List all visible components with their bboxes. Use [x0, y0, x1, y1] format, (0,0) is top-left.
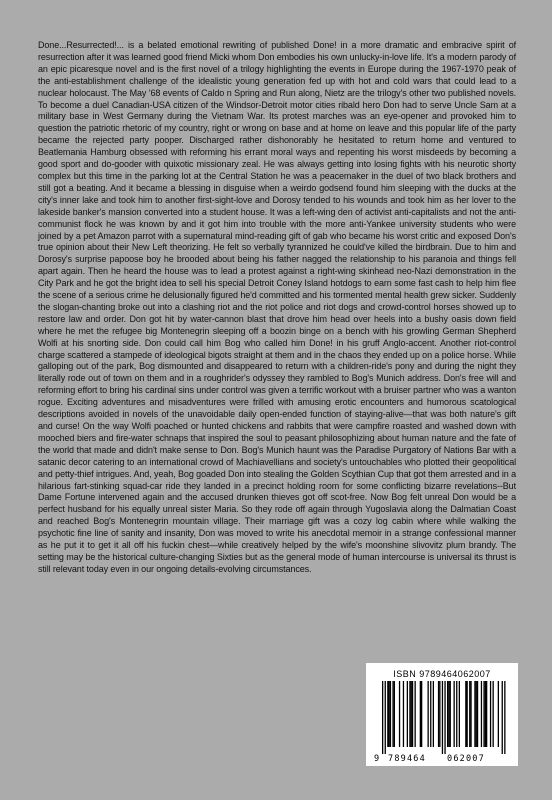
barcode-bar [483, 681, 484, 747]
barcode-bars [374, 681, 510, 754]
barcode-bar [420, 681, 421, 747]
barcode-bar [493, 681, 494, 747]
barcode-guard-bar [504, 681, 505, 754]
barcode-bar [392, 681, 393, 747]
barcode-bar [438, 681, 439, 747]
barcode-bar [428, 681, 429, 747]
barcode-bar [486, 681, 487, 747]
barcode-bar [389, 681, 390, 747]
barcode-bar [415, 681, 416, 747]
barcode-bar [470, 681, 471, 747]
barcode-bar [490, 681, 491, 747]
barcode-bar [476, 681, 477, 747]
barcode-bar [481, 681, 482, 747]
barcode-digits [374, 754, 510, 765]
barcode-bar [387, 681, 388, 747]
barcode-bar [448, 681, 449, 747]
barcode-bar [485, 681, 486, 747]
back-cover-blurb: Done...Resurrected!... is a belated emotional rewriting of published Done! in a more dramatic and embracive spirit of resurrection after it was learned good friend Micki whom Don embodies his own unlucky-in-love life. It's a modern parody of an epic picaresque novel and is the first novel of a trilogy highlighting the events in Europe during the 1967-1970 peak of the anti-establishment challenge of the idealistic young generation fed up with hot and cold wars that could lead to a nuclear holocaust. The May '68 events of Caldo n Spring and Run along, Nietz are the trilogy's other two published novels. To become a duel Canadian-USA citizen of the Windsor-Detroit motor cities ribald hero Don had to serve Uncle Sam at a military base in West Germany during the Vietnam War. Its protest marches was an eye-opener and provoked him to question the patriotic rhetoric of my country, right or wrong on base and at home on leave and this popular life of the party became the rejected party pooper. Discharged rather dishonorably he hesitated to return home and ventured to Beatlemania Hamburg obsessed with reforming his errant moral ways and repenting his worst misdeeds by becoming a good sport and do-gooder with quixotic missionary zeal. He was always getting into losing fights with his neurotic shorty complex but this time in the parking lot at the Central Station he was a peacemaker in the duel of two black brothers and still got a beating. And it became a blessing in disguise when a weirdo godsend found him sleeping with the ducks at the city's inner lake and took him to another first-sight-love and Dorosy tended to his wounds and took him as her lover to the lakeside banker's mansion converted into a student house. It was a left-wing den of activist anti-capitalists and not the anti-communist flock he was known by and it got him into trouble with the more anti-Yankee university students who were joined by a pet Amazon parrot with a supernatural mind-reading gift of gab who became his worst critic and exposed Don's true opinion about their New Left theorizing. He felt so verbally tyrannized he could've killed the birdbrain. Due to him and Dorosy's surprise papoose boy he brooded about being his father nagged the relationship to his paranoia and things fell apart again. Then he heard the house was to lead a protest against a right-wing skinhead neo-Nazi demonstration in the City Park and he got the bright idea to sell his special Detroit Coney Island hotdogs to earn some fast cash to help him flee the scene of a serious crime he delusionally figured he'd committed and his tormented mental health grew sicker. Suddenly the slogan-chanting broke out into a clashing riot and the riot police and riot dogs and crowd-control horses showed up to restore law and order. Don got hit by water-cannon blast that drove him head over heels into a bushy oasis down field where he met the refugee big Montenegrin sleeping off a boozin binge on a bench with his growling German Shepherd Wolfi at his snorting side. Don could call him Bog who called him Done! in his gruff Anglo-accent. Another riot-control charge scattered a stampede of ideological bigots straight at them and in the chaos they ended up on a police horse. While galloping out of the park, Bog dismounted and disappeared to return with a children-ride's pony and during the night they literally rode out of town on them and in a roughrider's odyssey they rambled to Bog's Munich address. Don's free will and reforming effort to bring his cardinal sins under control was given a terrific workout with a bruiser partner who was a wanton rogue. Exciting adventures and misadventures were frilled with amusing erotic encounters and humorous scatological descriptions avoided in novels of the unavoidable daily open-ended function of staying-alive—that was both nature's gift and curse! On the way Wolfi poached or hunted chickens and rabbits that were campfire roasted and washed down with mooched biers and fire-water schnaps that inspired the soul to peasant philosophizing about human nature and the fate of the world that made and didn't make sense to Don. Bog's Munich haunt was the Paradise Purgatory of Nations Bar with a satanic decor catering to an international crowd of Machiavellians and society's untouchables who plotted their geopolitical and petty-thief intrigues. And, yeah, Bog goaded Don into stealing the Golden Scythian Cup that got them arrested and in a hilarious fart-stinking squad-car ride they landed in a precinct holding room for some conflicting bizarre revelations--But Dame Fortune intervened again and the accused drunken thieves got off scot-free. Now Bog felt unreal Don would be a perfect husband for his equally unreal sister Maria. So they rode off again through Yugoslavia along the Dalmatian Coast and reached Bog's Montenegrin mountain village. Their marriage gift was a cozy log cabin where while walking the psychotic fine line of sanity and insanity, Don was moved to write his anecdotal memoir in a strange confessional manner as he put it to get it all off his fuckin chest—while creatively helped by the wife's moonshine slivovitz plum brandy. The setting may be the historical culture-changing Sixties but as the general mode of human intercourse is universal its thrust is still relevant today even in our ongoing details-evolving circumstances. [38, 40, 516, 574]
barcode-bar [411, 681, 412, 747]
barcode-bar [498, 681, 499, 747]
barcode-bar [421, 681, 422, 747]
barcode-guard-bar [382, 681, 383, 754]
barcode-guard-bar [444, 681, 445, 754]
barcode-bar [403, 681, 404, 747]
barcode-bar [394, 681, 395, 747]
barcode-bar [390, 681, 391, 747]
barcode-bar [465, 681, 466, 747]
barcode-box [366, 663, 518, 766]
isbn-label: ISBN 9789464062007 [393, 669, 491, 679]
barcode-bar [399, 681, 400, 747]
barcode-bar [409, 681, 410, 747]
barcode-guard-bar [502, 681, 503, 754]
barcode-guard-bar [385, 681, 386, 754]
barcode-bar [430, 681, 431, 747]
barcode-bar [454, 681, 455, 747]
barcode-bar [439, 681, 440, 747]
barcode-bar [407, 681, 408, 747]
barcode-bar [456, 681, 457, 747]
barcode-bar [447, 681, 448, 747]
barcode-digits-left: 789464 [388, 754, 426, 764]
barcode-bar [469, 681, 470, 747]
barcode-bar [474, 681, 475, 747]
barcode-bar [459, 681, 460, 747]
barcode-bar [450, 681, 451, 747]
barcode-bar [412, 681, 413, 747]
barcode-digits-right: 062007 [447, 754, 485, 764]
barcode-bar [477, 681, 478, 747]
barcode-digit-first: 9 [374, 754, 380, 764]
barcode-guard-bar [442, 681, 443, 754]
barcode-bar [433, 681, 434, 747]
barcode-bar [467, 681, 468, 747]
